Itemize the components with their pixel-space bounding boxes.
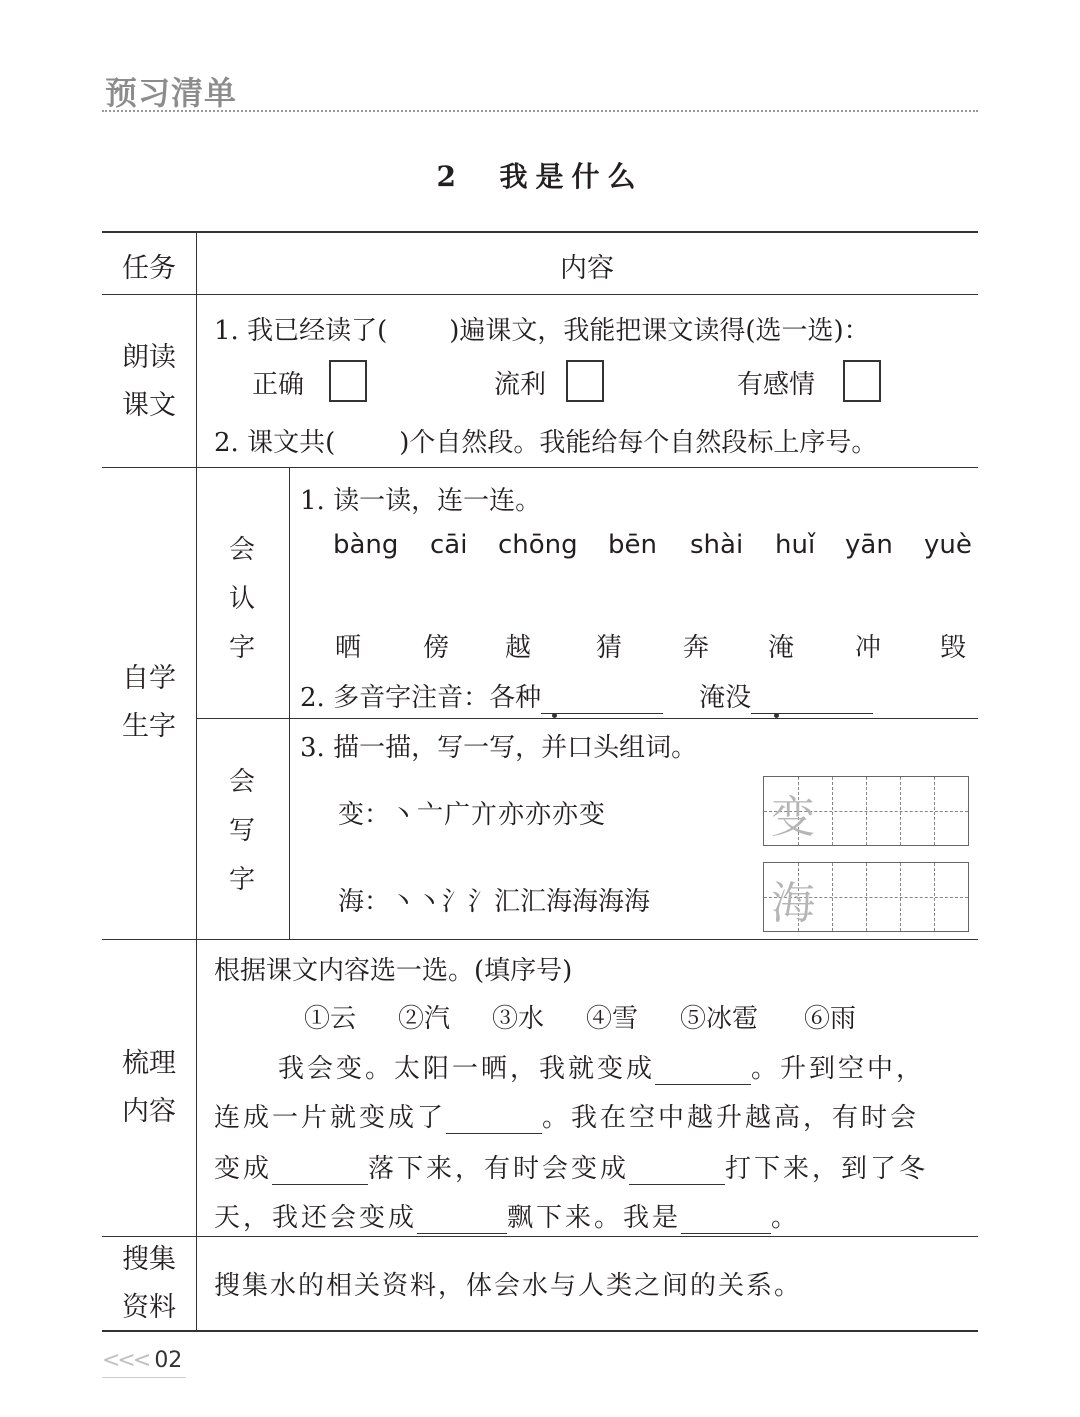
choice-option: ③水 xyxy=(492,1004,545,1034)
character-item[interactable]: 猜 xyxy=(596,633,623,663)
task-label-self-study: 自学生字 xyxy=(122,663,176,742)
character-item[interactable]: 淹 xyxy=(768,633,795,663)
choice-option: ②汽 xyxy=(398,1004,451,1034)
collect-instruction: 搜集水的相关资料，体会水与人类之间的关系。 xyxy=(214,1271,803,1301)
polyphone-blank-2[interactable] xyxy=(751,685,873,714)
page-number: 02 xyxy=(154,1348,183,1373)
sublabel-recognize: 会认字 xyxy=(228,535,255,663)
page-footer xyxy=(102,1348,182,1373)
polyphone-question: 2. 多音字注音：各种 淹没 xyxy=(300,677,873,714)
writing-grid-bian[interactable] xyxy=(763,776,969,846)
task-label-summary: 梳理内容 xyxy=(122,1048,176,1127)
trace-char-hai: 海 xyxy=(771,878,815,929)
polyphone-blank-1[interactable] xyxy=(541,685,663,714)
lesson-name: 我是什么 xyxy=(499,160,644,193)
trace-write-instruction: 3. 描一描，写一写，并口头组词。 xyxy=(300,733,698,763)
pinyin-item[interactable]: bēn xyxy=(608,530,657,560)
reading-question-1: 1. 我已经读了( )遍课文，我能把课文读得(选一选)： xyxy=(214,316,870,346)
character-item[interactable]: 冲 xyxy=(855,633,882,663)
emphasis-dot xyxy=(774,713,779,718)
character-item[interactable]: 奔 xyxy=(683,633,710,663)
stroke-order-hai: 海：丶丶氵氵汇汇海海海海 xyxy=(338,887,651,917)
character-item[interactable]: 晒 xyxy=(335,633,362,663)
fill-blank-6[interactable] xyxy=(681,1205,771,1234)
character-item[interactable]: 越 xyxy=(505,633,532,663)
checkbox-fluent[interactable] xyxy=(566,360,604,402)
task-label-reading: 朗读课文 xyxy=(122,342,176,421)
pinyin-item[interactable]: yuè xyxy=(924,530,972,560)
checkbox-accurate[interactable] xyxy=(329,360,367,402)
checkbox-expressive[interactable] xyxy=(843,360,881,402)
column-header-task: 任务 xyxy=(122,253,176,284)
choice-option: ①云 xyxy=(304,1004,357,1034)
writing-grid-hai[interactable] xyxy=(763,862,969,932)
chevron-left-icon: <<< xyxy=(102,1348,149,1373)
pinyin-item[interactable]: yān xyxy=(845,530,893,560)
reading-question-2: 2. 课文共( )个自然段。我能给每个自然段标上序号。 xyxy=(214,428,878,458)
read-connect-instruction: 1. 读一读，连一连。 xyxy=(300,486,542,516)
character-item[interactable]: 傍 xyxy=(423,633,450,663)
option-expressive: 有感情 xyxy=(737,370,816,400)
task-label-collect: 搜集资料 xyxy=(122,1244,176,1323)
pinyin-item[interactable]: huǐ xyxy=(775,530,816,560)
character-item[interactable]: 毁 xyxy=(940,633,967,663)
pinyin-item[interactable]: shài xyxy=(690,530,744,560)
fill-blank-1[interactable] xyxy=(655,1056,751,1085)
header-divider xyxy=(102,110,978,112)
sublabel-write: 会写字 xyxy=(228,767,255,895)
fill-blank-2[interactable] xyxy=(446,1105,542,1134)
trace-char-bian: 变 xyxy=(771,792,815,843)
fill-blank-3[interactable] xyxy=(272,1156,368,1185)
stroke-order-bian: 变：丶亠广亣亦亦亦变 xyxy=(338,800,607,830)
fill-blank-4[interactable] xyxy=(629,1156,725,1185)
summary-line-3: 变成 落下来，有时会变成 打下来，到了冬 xyxy=(214,1154,929,1184)
section-header: 预习清单 xyxy=(105,74,238,112)
pinyin-item[interactable]: chōng xyxy=(498,530,578,560)
emphasis-dot xyxy=(552,713,557,718)
summary-line-1: 我会变。太阳一晒，我就变成 。升到空中， xyxy=(278,1054,926,1084)
option-accurate: 正确 xyxy=(252,370,305,400)
pinyin-item[interactable]: cāi xyxy=(430,530,468,560)
fill-blank-5[interactable] xyxy=(417,1205,507,1234)
summary-instruction: 根据课文内容选一选。(填序号) xyxy=(214,956,573,986)
summary-line-2: 连成一片就变成了 。我在空中越升越高，有时会 xyxy=(214,1103,920,1133)
choice-option: ⑤冰雹 xyxy=(680,1004,759,1034)
pinyin-item[interactable]: bàng xyxy=(333,530,399,560)
column-header-content: 内容 xyxy=(560,253,614,284)
choice-option: ⑥雨 xyxy=(804,1004,857,1034)
option-fluent: 流利 xyxy=(494,370,547,400)
lesson-title xyxy=(0,155,1080,195)
choice-option: ④雪 xyxy=(586,1004,639,1034)
summary-line-4: 天，我还会变成 飘下来。我是 。 xyxy=(214,1203,801,1233)
footer-divider xyxy=(102,1377,186,1378)
lesson-number: 2 xyxy=(436,160,464,193)
